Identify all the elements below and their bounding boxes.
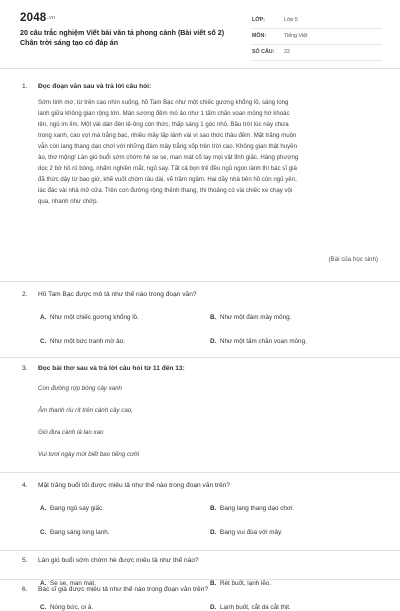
passage-line: lên, ngủ im lìm. Một vài dàn đèn lê-ông còn thức, thấp sáng 1 góc nhỏ. Bầu trời lúc này chưa (38, 121, 289, 129)
question-number: 4. (22, 482, 28, 489)
meta-value: Tiếng Việt (284, 33, 308, 39)
meta-key: LỚP: (252, 17, 266, 23)
passage-line: đã thức dậy từ bao giờ, khẽ vuốt chòm râu dài, vẽ trầm ngâm. Hai dãy nhà bên hồ còn ngủ yên, (38, 176, 297, 184)
option-letter: B. (210, 505, 217, 512)
option-letter: D. (210, 529, 217, 536)
option-text: Như một bức tranh mờ ảo. (50, 338, 125, 345)
logo-text: 2048 (20, 12, 47, 24)
option-text: Như một đám mây mỏng. (220, 314, 292, 321)
question-number: 5. (22, 557, 28, 564)
meta-key: MÔN: (252, 33, 267, 39)
question-1 (22, 83, 151, 90)
meta-key: SỐ CÂU: (252, 49, 275, 55)
option-text: Đang vui đùa với mây. (220, 529, 283, 536)
question-text: Đọc bài thơ sau và trả lời câu hỏi từ 11 đến 13: (38, 365, 185, 372)
question-3 (22, 365, 185, 372)
poem-line: Vui tươi ngày mới biết bao tiếng cười (38, 451, 140, 458)
passage-line: lanh giữa không gian rộng lớn. Màn sương đêm mỏ ảo như 1 tấm chăn voan mỏng hờ khoác (38, 110, 290, 118)
header (0, 0, 400, 68)
option-text: Nóng bức, oi ả. (50, 604, 94, 611)
option-text: Se se, man mát. (50, 580, 96, 587)
meta-row-subject (252, 29, 382, 45)
question-2 (22, 291, 197, 298)
passage-line: lác đác vài nhà mở cửa. Trên con đường rộng thênh thang, thi thoảng có vài chiếc xe chạy vội (38, 187, 293, 195)
poem-line: Âm thanh ríu rít trên cành cây cao, (38, 407, 133, 414)
page-title: 20 câu trắc nghiệm Viết bài văn tả phong cảnh (Bài viết số 2) Chân trời sáng tạo có đáp án (20, 29, 225, 47)
question-number: 1. (22, 83, 28, 90)
option-d[interactable] (210, 604, 291, 611)
passage (38, 97, 381, 207)
option-b[interactable] (210, 314, 291, 321)
passage-line: vẫn còn lang thang dạo chơi với những đám mây trắng xốp trên trời cao. Không gian thật huyền (38, 143, 297, 151)
question-4 (22, 482, 230, 489)
option-b[interactable] (210, 580, 271, 587)
option-c[interactable] (40, 604, 93, 611)
option-text: Lạnh buốt, cắt da cắt thịt. (220, 604, 291, 611)
option-letter: C. (40, 529, 47, 536)
option-text: Như một chiếc gương khổng lồ. (50, 314, 139, 321)
logo-suffix: .vn (47, 14, 56, 21)
option-a[interactable] (40, 314, 139, 321)
meta-value: Lớp 5 (284, 17, 298, 23)
question-number: 3. (22, 365, 28, 372)
meta-info (252, 13, 382, 61)
passage-line: trong xanh, cao vợi mà trắng bạc, nhiều mây lấp lánh vài vì sao thức thâu đêm. Mặt trăng muộn (38, 132, 297, 140)
option-letter: A. (40, 580, 47, 587)
question-divider (0, 281, 400, 282)
question-text: Mặt trăng buổi tối được miêu tả như thế nào trong đoạn văn trên? (38, 482, 231, 489)
option-d[interactable] (210, 529, 282, 536)
option-letter: A. (40, 505, 47, 512)
question-text: Đọc đoạn văn sau và trả lời câu hỏi: (38, 83, 152, 90)
question-divider (0, 357, 400, 358)
poem-line: Gió đưa cành lá lao xao (38, 429, 104, 436)
option-text: Đang sáng long lanh. (50, 529, 110, 536)
option-d[interactable] (210, 338, 307, 345)
option-letter: B. (210, 580, 217, 587)
option-letter: C. (40, 604, 47, 611)
passage-line: Sớm tinh mơ, từ trên cao nhìn xuống, hồ Tam Bạc như một chiếc gương khổng lồ, sáng long (38, 99, 289, 106)
option-text: Đang ngủ say giấc. (50, 505, 104, 512)
option-c[interactable] (40, 338, 125, 345)
option-c[interactable] (40, 529, 110, 536)
question-5 (22, 557, 199, 564)
option-letter: B. (210, 314, 217, 321)
meta-row-grade (252, 13, 382, 29)
option-text: Như một tấm chăn voan mỏng. (220, 338, 307, 345)
question-text: Bác sĩ già được miêu tả như thế nào trong đoạn văn trên? (38, 586, 209, 593)
question-text: Làn gió buổi sớm chớm hè được miêu tả như thế nào? (38, 557, 199, 564)
question-divider (0, 550, 400, 551)
passage-author: (Bài của học sinh) (328, 256, 378, 263)
option-a[interactable] (40, 505, 104, 512)
passage-line: ảo, thơ mộng! Làn gió buổi sớm chớm hè se se, man mát cổ lay mọi vật tỉnh giấc. Hàng phượng (38, 154, 299, 162)
poem-line: Con đường rợp bóng cây xanh (38, 385, 122, 392)
header-divider (0, 68, 400, 69)
option-letter: D. (210, 338, 217, 345)
option-text: Đang lang thang dạo chơi. (220, 505, 295, 512)
option-letter: A. (40, 314, 47, 321)
question-number: 2. (22, 291, 28, 298)
site-logo[interactable] (20, 12, 55, 24)
option-letter: D. (210, 604, 217, 611)
option-b[interactable] (210, 505, 294, 512)
option-text: Rét buốt, lạnh lẽo. (220, 580, 272, 587)
meta-value: 22 (284, 49, 290, 55)
question-number: 6. (22, 586, 28, 593)
meta-row-count (252, 45, 382, 61)
question-divider (0, 472, 400, 473)
question-text: Hồ Tam Bạc được mô tả như thế nào trong đoạn văn? (38, 291, 197, 298)
passage-line: dọc 2 bờ hồ rủ bóng, nhấm nghiền mắt, ngủ say. Tất cả bọn trẻ đều ngủ ngon lành thì bác sĩ già (38, 165, 297, 173)
question-divider (0, 579, 400, 580)
option-letter: C. (40, 338, 47, 345)
passage-line: qua, nhanh như chớp. (38, 198, 99, 206)
question-6 (22, 586, 208, 593)
